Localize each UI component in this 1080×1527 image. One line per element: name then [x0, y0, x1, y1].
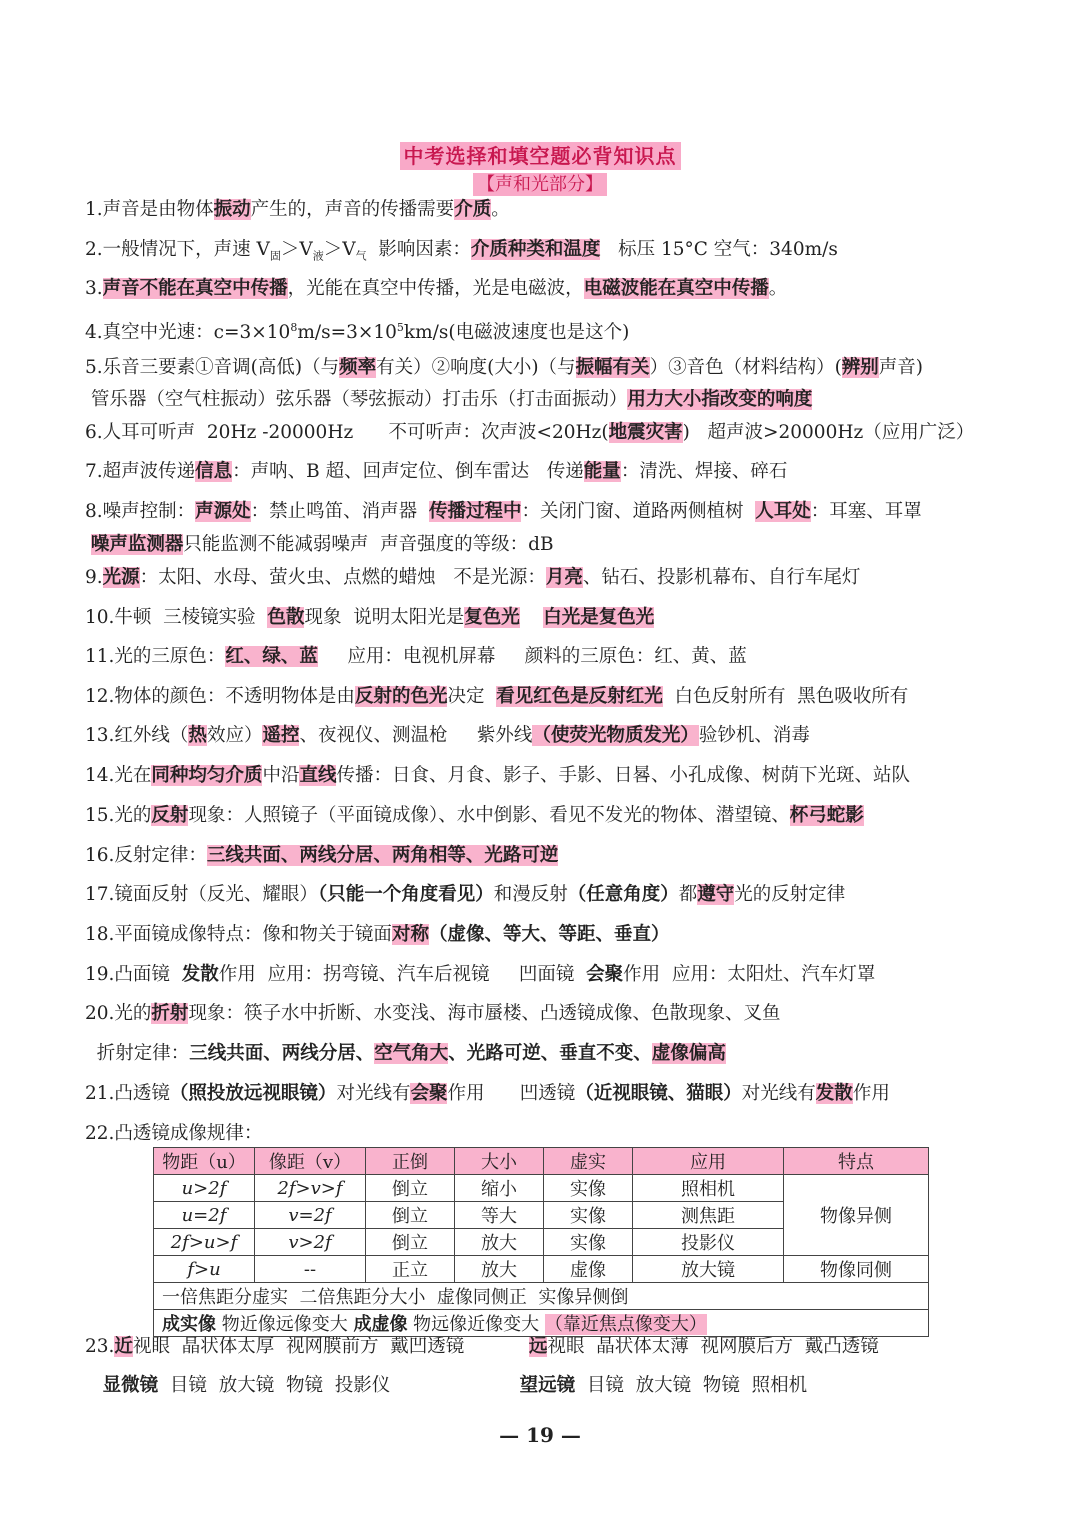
line-text: 3.: [85, 278, 103, 299]
table-cell: 倒立: [366, 1229, 455, 1256]
highlighted-text: 色散: [267, 607, 305, 628]
table-cell: u=2f: [154, 1202, 255, 1229]
highlighted-text: 会聚: [410, 1083, 448, 1104]
line-text: 视眼 晶状体太薄 视网膜后方 戴凸透镜: [547, 1336, 879, 1357]
line-text: 作用 凹透镜: [447, 1083, 576, 1104]
table-cell: 实像: [544, 1202, 633, 1229]
line-text: km/s(电磁波速度也是这个): [403, 322, 630, 344]
line-text: 气: [355, 249, 367, 263]
highlighted-text: 反射的色光: [354, 686, 448, 707]
table-row: [154, 1175, 929, 1202]
line-text: 目镜 放大镜 物镜 照相机: [575, 1375, 808, 1396]
highlighted-text: 介质种类和温度: [470, 239, 601, 260]
line-text: 有关）②响度(大小)（与: [376, 357, 576, 378]
highlighted-text: 介质: [454, 199, 492, 220]
line-text: 应用：电视机屏幕 颜料的三原色：红、黄、蓝: [317, 646, 747, 667]
line-text: ：太阳、水母、萤火虫、点燃的蜡烛 不是光源：: [139, 567, 546, 588]
line-text: 15.光的: [85, 805, 152, 826]
highlighted-text: 白光是复色光: [543, 607, 655, 628]
highlighted-text: 辨别: [841, 357, 879, 378]
knowledge-line: [85, 500, 1020, 524]
line-text: 望远镜: [519, 1375, 576, 1396]
table-cell: 2f>v>f: [255, 1175, 366, 1202]
line-text: 视眼 晶状体太厚 视网膜前方 戴凹透镜: [132, 1336, 529, 1357]
highlighted-text: 反射: [151, 805, 189, 826]
line-text: 22.凸透镜成像规律：: [85, 1123, 263, 1144]
highlighted-text: 噪声监测器: [90, 534, 184, 555]
line-text: ）③音色（材料结构）(: [649, 357, 842, 378]
line-text: 显微镜: [102, 1375, 159, 1396]
table-cell: 照相机: [633, 1175, 784, 1202]
highlighted-text: 光源: [102, 567, 140, 588]
highlighted-text: 对称: [391, 924, 429, 945]
table-cell: v=2f: [255, 1202, 366, 1229]
highlighted-text: 用力大小指改变的响度: [627, 389, 813, 410]
highlighted-text: 传播过程中: [428, 501, 522, 522]
knowledge-line: [85, 566, 1020, 590]
knowledge-line: [85, 606, 1020, 630]
knowledge-line: [85, 923, 1020, 947]
line-text: 2.一般情况下，声速 V: [85, 239, 270, 260]
highlighted-text: 频率: [339, 357, 377, 378]
knowledge-line: [85, 460, 1020, 484]
table-cell: 放大: [455, 1229, 544, 1256]
line-text: 只能监测不能减弱噪声 声音强度的等级：dB: [183, 534, 554, 555]
line-text: 12.物体的颜色：不透明物体是由: [85, 686, 355, 707]
page-title: 中考选择和填空题必背知识点: [0, 140, 1080, 169]
line-text: （近视眼镜、猫眼）: [575, 1083, 742, 1104]
line-text: 17.镜面反射（反光、耀眼）: [85, 884, 318, 905]
highlighted-text: 遵守: [697, 884, 735, 905]
line-text: 对光线有: [336, 1083, 411, 1104]
line-text: （任意角度）: [567, 884, 679, 905]
highlighted-text: 同种均匀介质: [151, 765, 263, 786]
line-text: 和漫反射: [493, 884, 568, 905]
highlighted-text: 看见红色是反射红光: [496, 686, 663, 707]
line-text: 作用: [852, 1083, 890, 1104]
line-text: ＞V: [323, 239, 356, 260]
line-text: [520, 607, 544, 628]
knowledge-line: [85, 724, 1020, 748]
highlighted-text: 振幅有关: [575, 357, 650, 378]
highlighted-text: 信息: [195, 461, 233, 482]
line-text: ，光能在真空中传播，光是电磁波，: [287, 278, 584, 299]
table-note: 一倍焦距分虚实 二倍焦距分大小 虚像同侧正 实像异侧倒: [154, 1283, 929, 1310]
knowledge-line: [85, 533, 1020, 557]
line-text: 、光路可逆、垂直不变、: [448, 1043, 652, 1064]
line-text: 13.红外线（: [85, 725, 189, 746]
table-header: 正倒: [366, 1148, 455, 1175]
table-cell: 2f>u>f: [154, 1229, 255, 1256]
table-cell: 倒立: [366, 1202, 455, 1229]
line-text: 验钞机、消毒: [698, 725, 810, 746]
table-header: 特点: [784, 1148, 929, 1175]
line-text: 中沿: [262, 765, 300, 786]
table-note: 成实像 物近像远像变大 成虚像 物远像近像变大 （靠近焦点像变大）: [154, 1310, 929, 1337]
highlighted-text: 空气角大: [374, 1043, 449, 1064]
highlighted-text: 热: [188, 725, 207, 746]
line-text: ：禁止鸣笛、消声器: [250, 501, 429, 522]
line-text: 23.: [85, 1336, 115, 1357]
line-text: 产生的，声音的传播需要: [250, 199, 455, 220]
table-cell: 正立: [366, 1256, 455, 1283]
line-text: 都: [678, 884, 698, 905]
table-cell: v>2f: [255, 1229, 366, 1256]
highlighted-text: 声源处: [195, 501, 251, 522]
table-header: 像距（v）: [255, 1148, 366, 1175]
highlighted-text: 复色光: [464, 607, 520, 628]
table-cell: --: [255, 1256, 366, 1283]
highlighted-text: 近: [114, 1336, 133, 1357]
line-text: 6.人耳可听声 20Hz -20000Hz 不可听声：次声波<20Hz(: [85, 422, 609, 443]
knowledge-line: [85, 316, 1020, 345]
line-text: 三线共面、两线分居、: [189, 1043, 375, 1064]
line-text: 现象：人照镜子（平面镜成像）、水中倒影、看见不发光的物体、潜望镜、: [188, 805, 790, 826]
highlighted-text: 声音不能在真空中传播: [102, 278, 288, 299]
highlighted-text: 虚像偏高: [651, 1043, 726, 1064]
knowledge-line: [85, 1082, 1020, 1106]
table-cell: 测焦距: [633, 1202, 784, 1229]
knowledge-line: [85, 356, 1020, 380]
knowledge-line: [85, 1335, 1020, 1359]
knowledge-line: [85, 1374, 1020, 1398]
line-text: 18.平面镜成像特点：像和物关于镜面: [85, 924, 392, 945]
line-text: ：耳塞、耳罩: [810, 501, 922, 522]
table-header: 物距（u）: [154, 1148, 255, 1175]
line-text: 11.光的三原色：: [85, 646, 226, 667]
line-text: [85, 534, 91, 555]
line-text: ：关闭门窗、道路两侧植树: [521, 501, 756, 522]
highlighted-text: 折射: [151, 1003, 189, 1024]
table-cell: 实像: [544, 1229, 633, 1256]
knowledge-line: [85, 963, 1020, 987]
line-text: 。: [768, 278, 788, 299]
line-text: 、钻石、投影机幕布、自行车尾灯: [582, 567, 861, 588]
line-text: 标压 15°C 空气：340m/s: [600, 239, 838, 260]
knowledge-line: [85, 421, 1020, 445]
line-text: 会聚: [586, 964, 624, 985]
knowledge-line: [85, 388, 1020, 412]
line-text: 21.凸透镜: [85, 1083, 170, 1104]
table-cell: 放大镜: [633, 1256, 784, 1283]
table-cell: 实像: [544, 1175, 633, 1202]
highlighted-text: 直线: [299, 765, 337, 786]
line-text: ＞V: [280, 239, 313, 260]
highlighted-text: 月亮: [545, 567, 583, 588]
table-note-row: [154, 1283, 929, 1310]
page-number: — 19 —: [499, 1423, 581, 1447]
table-header: 大小: [455, 1148, 544, 1175]
line-text: 作用 应用：太阳灶、汽车灯罩: [623, 964, 876, 985]
table-cell-feature: 物像异侧: [784, 1175, 929, 1256]
table-cell: u>2f: [154, 1175, 255, 1202]
knowledge-line: [85, 685, 1020, 709]
knowledge-line: [85, 645, 1020, 669]
line-text: m/s=3×10: [297, 322, 397, 344]
line-text: 效应）: [206, 725, 263, 746]
table-header: 应用: [633, 1148, 784, 1175]
highlighted-text: 发散: [815, 1083, 853, 1104]
line-text: 10.牛顿 三棱镜实验: [85, 607, 268, 628]
highlighted-text: 三线共面、两线分居、两角相等、光路可逆: [206, 845, 559, 866]
line-text: 传播：日食、月食、影子、手影、日晷、小孔成像、树荫下光斑、站队: [336, 765, 910, 786]
knowledge-line: [85, 277, 1020, 301]
line-text: 决定: [447, 686, 497, 707]
line-text: 14.光在: [85, 765, 152, 786]
table-cell-feature: 物像同侧: [784, 1256, 929, 1283]
line-text: 声音): [878, 357, 924, 378]
line-text: 管乐器（空气柱振动）弦乐器（琴弦振动）打击乐（打击面振动）: [85, 389, 628, 410]
line-text: 9.: [85, 567, 103, 588]
table-cell: 等大: [455, 1202, 544, 1229]
highlighted-text: 遥控: [262, 725, 300, 746]
line-text: 、夜视仪、测温枪 紫外线: [299, 725, 533, 746]
line-text: 液: [312, 249, 324, 263]
line-text: 作用 应用：拐弯镜、汽车后视镜 凹面镜: [218, 964, 587, 985]
line-text: 现象 说明太阳光是: [304, 607, 465, 628]
line-text: ) 超声波>20000Hz（应用广泛）: [682, 422, 975, 443]
line-text: （虚像、等大、等距、垂直）: [428, 924, 670, 945]
line-text: 发散: [181, 964, 219, 985]
line-text: 20.光的: [85, 1003, 152, 1024]
line-text: 16.反射定律：: [85, 845, 207, 866]
highlighted-text: 振动: [213, 199, 251, 220]
table-header: 虚实: [544, 1148, 633, 1175]
knowledge-line: [85, 1122, 1020, 1146]
knowledge-line: [85, 238, 1020, 269]
table-header-row: [154, 1148, 929, 1175]
highlighted-text: 电磁波能在真空中传播: [583, 278, 769, 299]
page-subtitle: 【声和光部分】: [0, 170, 1080, 196]
highlighted-text: （使荧光物质发光）: [532, 725, 699, 746]
lens-imaging-table: [153, 1147, 929, 1337]
table-cell: 缩小: [455, 1175, 544, 1202]
table-cell: 投影仪: [633, 1229, 784, 1256]
line-text: 影响因素：: [366, 239, 471, 260]
highlighted-text: 能量: [583, 461, 621, 482]
line-text: 白色反射所有 黑色吸收所有: [662, 686, 909, 707]
knowledge-line: [85, 883, 1020, 907]
line-text: 1.声音是由物体: [85, 199, 214, 220]
line-text: 折射定律：: [85, 1043, 190, 1064]
highlighted-text: 地震灾害: [608, 422, 683, 443]
line-text: 目镜 放大镜 物镜 投影仪: [158, 1375, 520, 1396]
knowledge-line: [85, 1042, 1020, 1066]
line-text: 光的反射定律: [734, 884, 846, 905]
line-text: 8: [290, 321, 298, 334]
line-text: 4.真空中光速：c=3×10: [85, 322, 291, 344]
table-cell: 放大: [455, 1256, 544, 1283]
knowledge-line: [85, 1002, 1020, 1026]
line-text: 现象：筷子水中折断、水变浅、海市蜃楼、凸透镜成像、色散现象、叉鱼: [188, 1003, 781, 1024]
line-text: 对光线有: [741, 1083, 816, 1104]
line-text: [85, 1375, 103, 1396]
table-note-row: [154, 1310, 929, 1337]
line-text: （照投放远视眼镜）: [169, 1083, 337, 1104]
line-text: 7.超声波传递: [85, 461, 196, 482]
line-text: （只能一个角度看见）: [317, 884, 494, 905]
highlighted-text: 人耳处: [755, 501, 811, 522]
line-text: 。: [491, 199, 510, 220]
line-text: ：声呐、B 超、回声定位、倒车雷达 传递: [232, 461, 584, 482]
knowledge-line: [85, 764, 1020, 788]
line-text: ：清洗、焊接、碎石: [620, 461, 788, 482]
knowledge-line: [85, 844, 1020, 868]
highlighted-text: 远: [528, 1336, 548, 1357]
table-row: [154, 1256, 929, 1283]
table-cell: 倒立: [366, 1175, 455, 1202]
table-cell: 虚像: [544, 1256, 633, 1283]
line-text: 固: [269, 249, 281, 263]
knowledge-line: [85, 198, 1020, 222]
highlighted-text: 红、绿、蓝: [225, 646, 318, 667]
line-text: 8.噪声控制：: [85, 501, 196, 522]
table-cell: f>u: [154, 1256, 255, 1283]
line-text: 19.凸面镜: [85, 964, 182, 985]
line-text: 5.乐音三要素①音调(高低)（与: [85, 357, 340, 378]
line-text: 5: [396, 321, 404, 334]
knowledge-line: [85, 804, 1020, 828]
highlighted-text: 杯弓蛇影: [789, 805, 864, 826]
